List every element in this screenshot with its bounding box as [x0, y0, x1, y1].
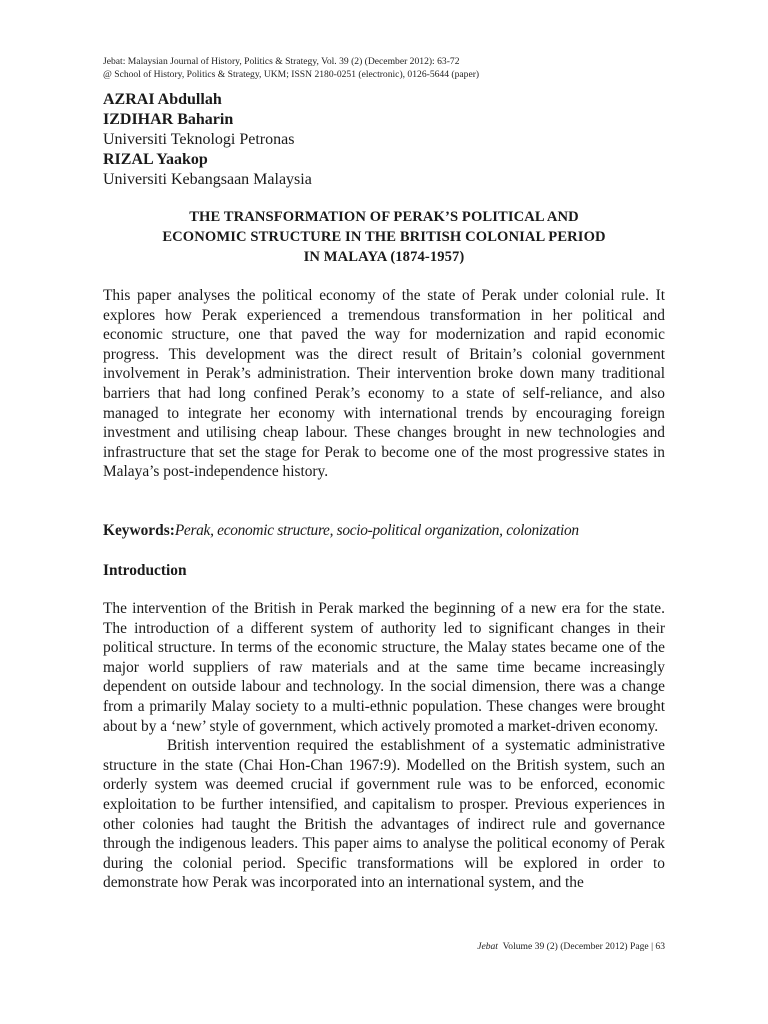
author-block: [103, 90, 665, 190]
author-name: AZRAI Abdullah: [103, 91, 222, 108]
author-affiliation: Universiti Kebangsaan Malaysia: [103, 171, 312, 188]
author-affiliation: Universiti Teknologi Petronas: [103, 131, 295, 148]
title-line: ECONOMIC STRUCTURE IN THE BRITISH COLONIAL PERIOD: [162, 229, 606, 245]
keywords: [103, 521, 665, 541]
body-paragraph: British intervention required the establishment of a systematic administrative structure in the state (Chai Hon-Chan 1967:9). Modelled on the British system, such an orderly system was deemed crucial if government rule was to be enforced, economic exploitation to be further intensified, and capitalism to prosper. Previous experiences in other colonies had taught the British the advantages of indirect rule and governance through the indigenous leaders. This paper aims to analyse the political economy of Perak during the colonial period. Specific transformations will be explored in order to demonstrate how Perak was incorporated into an international system, and the: [103, 737, 665, 892]
footer-issue: Volume 39 (2) (December 2012) Page | 63: [502, 941, 665, 952]
section-heading-introduction: Introduction: [103, 562, 187, 579]
journal-meta: [103, 56, 665, 81]
title-line: THE TRANSFORMATION OF PERAK’S POLITICAL AND: [189, 209, 579, 225]
title-line: IN MALAYA (1874-1957): [303, 249, 465, 265]
body-paragraph: The intervention of the British in Perak marked the beginning of a new era for the state. The introduction of a different system of authority led to significant changes in their political structure. In terms of the economic structure, the Malay states became one of the major world suppliers of raw materials and at the same time became increasingly dependent on outside labour and technology. In the social dimension, there was a change from a primarily Malay society to a multi-ethnic population. These changes were brought about by a ‘new’ style of government, which actively promoted a market-driven economy.: [103, 600, 665, 735]
author-name: IZDIHAR Baharin: [103, 111, 234, 128]
keywords-label: Keywords:: [103, 522, 175, 539]
footer-journal-name: Jebat: [477, 941, 498, 952]
page-footer: [103, 941, 665, 953]
journal-issn: @ School of History, Politics & Strategy, UKM; ISSN 2180-0251 (electronic), 0126-5644 (paper): [103, 68, 480, 80]
introduction-body: [103, 599, 665, 893]
journal-citation: Jebat: Malaysian Journal of History, Politics & Strategy, Vol. 39 (2) (December 2012): 63-72: [103, 56, 460, 67]
abstract: This paper analyses the political economy of the state of Perak under colonial rule. It explores how Perak experienced a tremendous transformation in her political and economic structure, one that paved the way for modernization and rapid economic progress. This development was the direct result of Britain’s colonial government involvement in Perak’s administration. Their intervention broke down many traditional barriers that had long confined Perak’s economy to a state of self-reliance, and also managed to integrate her economy with international trends by encouraging foreign investment and utilising cheap labour. These changes brought in new technologies and infrastructure that set the stage for Perak to become one of the most progressive states in Malaya’s post-independence history.: [103, 287, 665, 481]
author-name: RIZAL Yaakop: [103, 151, 208, 168]
keywords-list: Perak, economic structure, socio-political organization, colonization: [174, 522, 579, 539]
paper-title: [103, 207, 665, 267]
